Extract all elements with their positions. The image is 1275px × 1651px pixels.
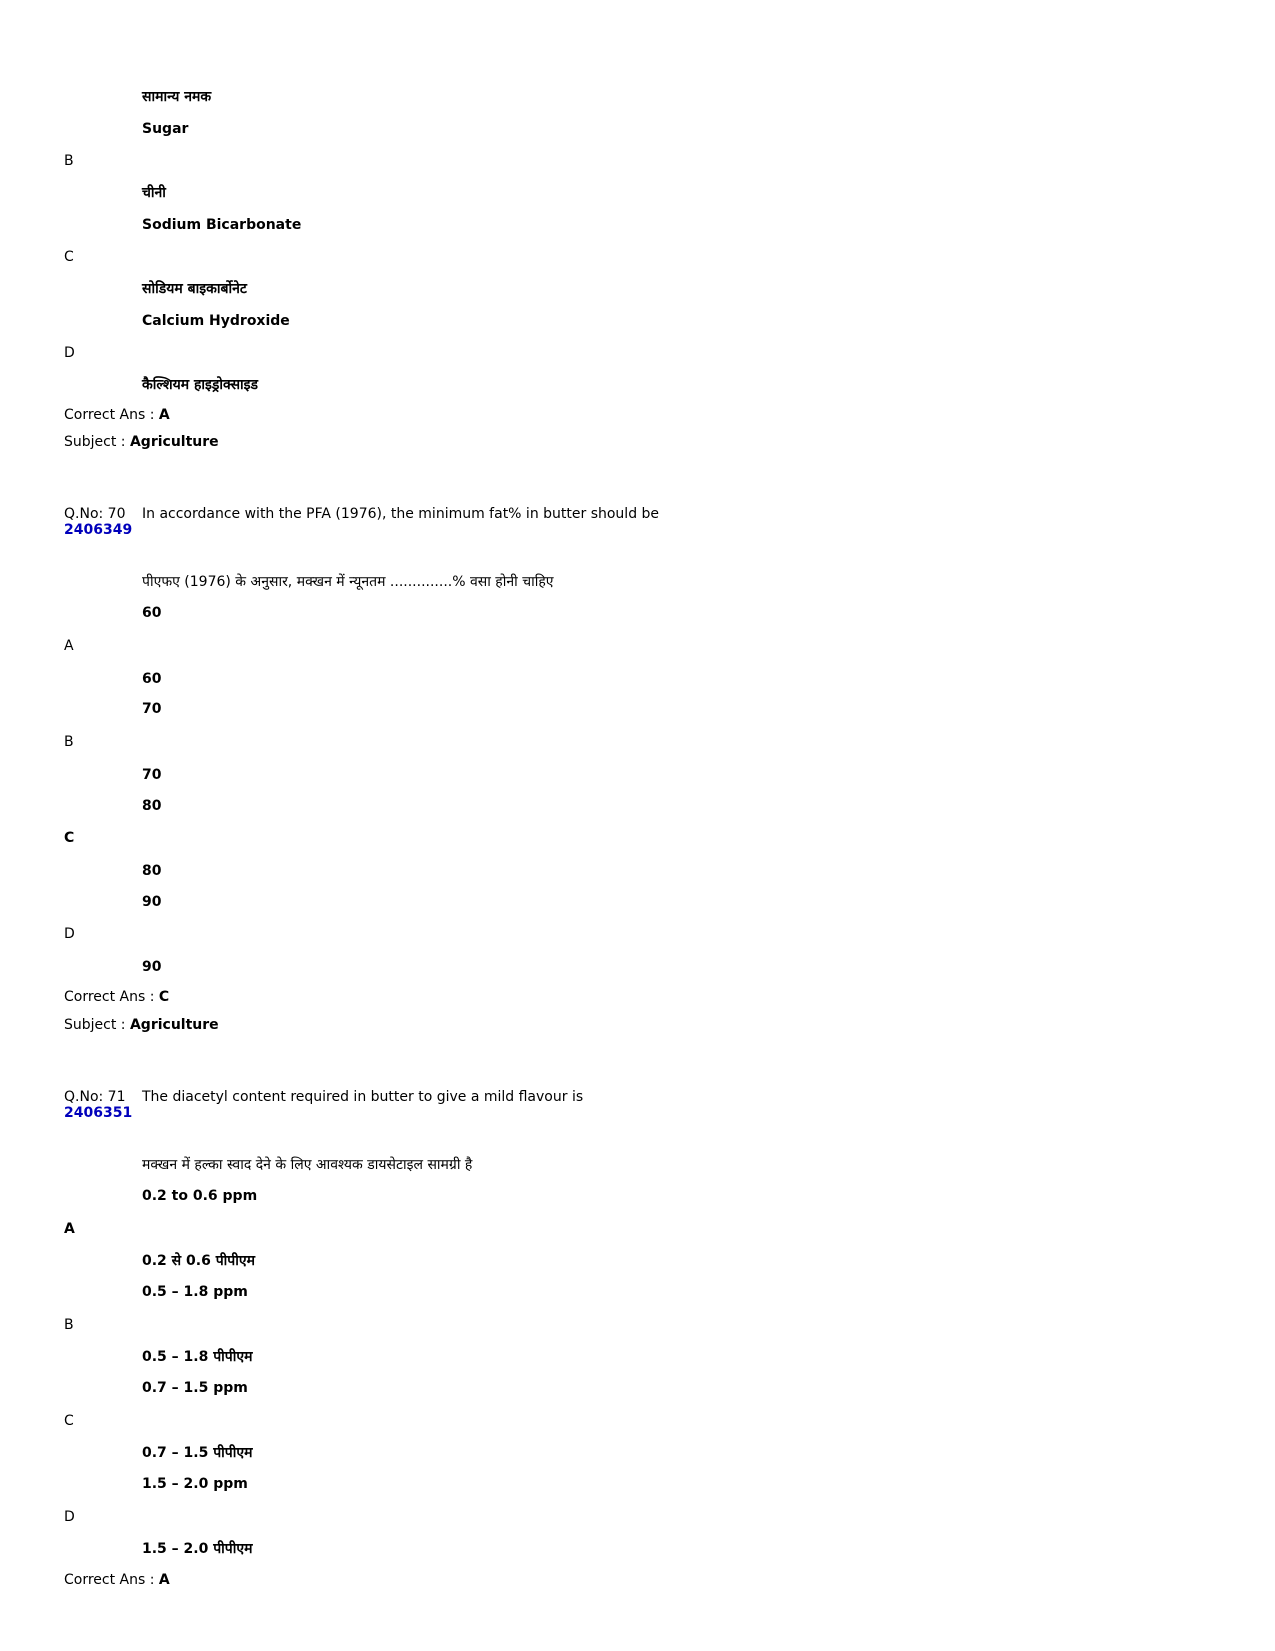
option-letter: D <box>64 926 75 942</box>
option-hi: सोडियम बाइकार्बोनेट <box>142 281 247 297</box>
correct-answer <box>64 1571 170 1589</box>
correct-answer-value: A <box>158 407 170 423</box>
option-letter: B <box>64 153 74 169</box>
option-hi: 0.7 – 1.5 पीपीएम <box>142 1445 253 1461</box>
option-letter: C <box>64 1413 74 1429</box>
option-letter: C <box>64 249 74 265</box>
correct-answer-value: C <box>158 989 170 1005</box>
correct-answer <box>64 988 169 1006</box>
subject-value: Agriculture <box>129 1017 219 1033</box>
option-letter: B <box>64 1317 74 1333</box>
correct-answer-label: Correct Ans : <box>64 989 155 1005</box>
question-id: 2406351 <box>64 1105 133 1121</box>
question-text-en: The diacetyl content required in butter to give a mild flavour is <box>142 1089 584 1105</box>
option-hi: सामान्य नमक <box>142 89 212 105</box>
option-en: 0.7 – 1.5 ppm <box>142 1380 248 1396</box>
option-en: 80 <box>142 798 162 814</box>
question-number: Q.No: 70 <box>64 506 126 522</box>
question-text-en: In accordance with the PFA (1976), the minimum fat% in butter should be <box>142 506 660 522</box>
option-letter: D <box>64 1509 75 1525</box>
option-en: Sugar <box>142 121 189 137</box>
option-en: 60 <box>142 605 162 621</box>
option-en: 0.5 – 1.8 ppm <box>142 1284 248 1300</box>
option-hi: चीनी <box>142 185 166 201</box>
question-number: Q.No: 71 <box>64 1089 126 1105</box>
option-en: 70 <box>142 701 162 717</box>
subject <box>64 433 219 451</box>
subject-label: Subject : <box>64 1017 126 1033</box>
question-text-hi: मक्खन में हल्का स्वाद देने के लिए आवश्यक डायसेटाइल सामग्री है <box>142 1157 473 1173</box>
option-letter-correct: A <box>64 1221 75 1237</box>
question-id: 2406349 <box>64 522 133 538</box>
correct-answer <box>64 406 170 424</box>
option-hi: 0.2 से 0.6 पीपीएम <box>142 1253 255 1269</box>
subject <box>64 1016 219 1034</box>
option-hi: कैल्शियम हाइड्रोक्साइड <box>142 377 259 393</box>
option-hi: 80 <box>142 863 162 879</box>
option-en: 1.5 – 2.0 ppm <box>142 1476 248 1492</box>
option-hi: 1.5 – 2.0 पीपीएम <box>142 1541 253 1557</box>
option-letter: D <box>64 345 75 361</box>
option-en: Calcium Hydroxide <box>142 313 290 329</box>
correct-answer-label: Correct Ans : <box>64 1572 155 1588</box>
option-en: Sodium Bicarbonate <box>142 217 302 233</box>
option-en: 90 <box>142 894 162 910</box>
option-hi: 60 <box>142 671 162 687</box>
question-text-hi: पीएफए (1976) के अनुसार, मक्खन में न्यूनतम ..............% वसा होनी चाहिए <box>142 574 554 590</box>
subject-value: Agriculture <box>129 434 219 450</box>
option-hi: 90 <box>142 959 162 975</box>
option-letter: A <box>64 638 74 654</box>
option-hi: 70 <box>142 767 162 783</box>
option-hi: 0.5 – 1.8 पीपीएम <box>142 1349 253 1365</box>
option-letter-correct: C <box>64 830 75 846</box>
correct-answer-value: A <box>158 1572 170 1588</box>
option-letter: B <box>64 734 74 750</box>
subject-label: Subject : <box>64 434 126 450</box>
option-en: 0.2 to 0.6 ppm <box>142 1188 258 1204</box>
correct-answer-label: Correct Ans : <box>64 407 155 423</box>
